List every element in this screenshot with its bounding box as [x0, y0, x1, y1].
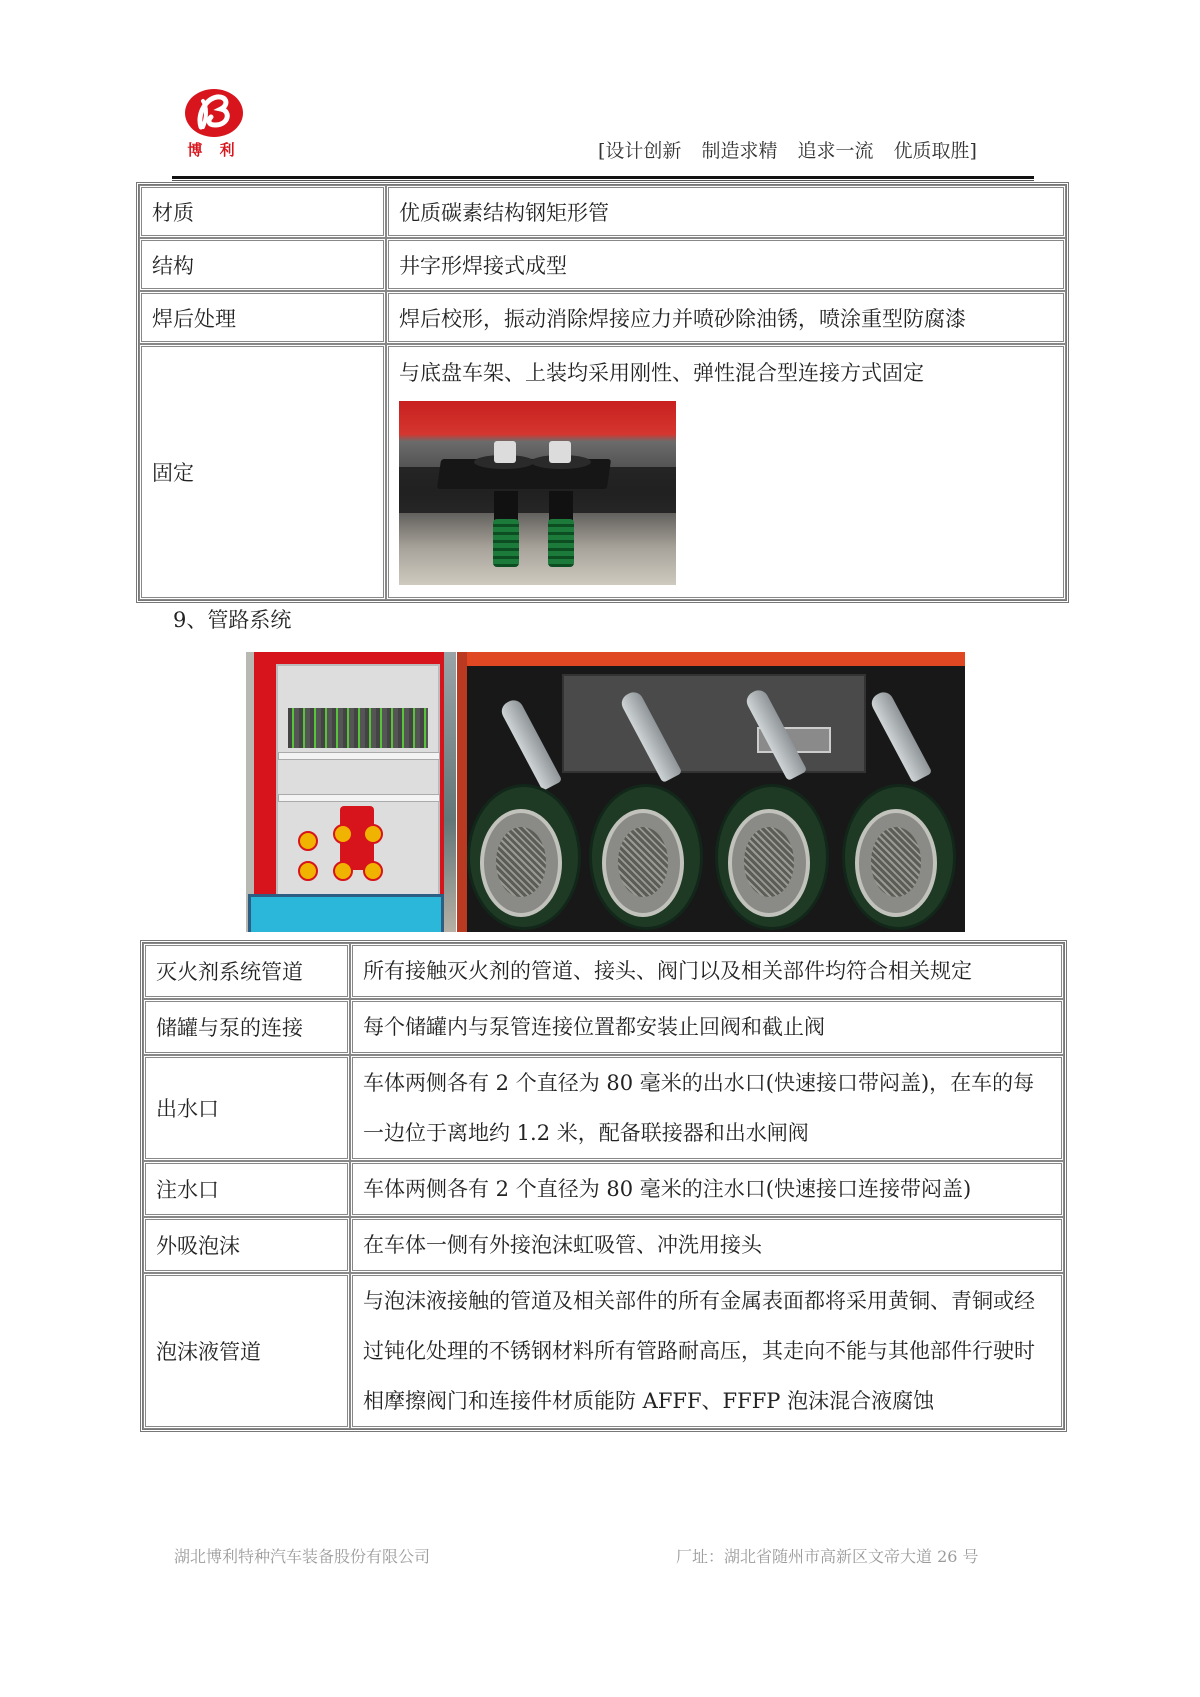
- photo-valve-handle: [498, 697, 562, 791]
- row-label: 储罐与泵的连接: [143, 999, 350, 1055]
- photo-valve: [298, 831, 318, 851]
- photo-valve: [333, 824, 353, 844]
- company-logo: [183, 87, 245, 163]
- photo-outlet: [589, 784, 703, 930]
- chassis-mount-photo: [399, 401, 676, 585]
- table-row: [143, 1273, 1064, 1429]
- row-label: 焊后处理: [139, 291, 386, 344]
- row-value: 优质碳素结构钢矩形管: [386, 185, 1066, 238]
- photo-valve-handle: [868, 689, 932, 783]
- row-value-with-image: [386, 344, 1066, 600]
- row-value-text: 与底盘车架、上装均采用刚性、弹性混合型连接方式固定: [399, 361, 924, 385]
- photo-valve: [363, 824, 383, 844]
- row-value: 车体两侧各有 2 个直径为 80 毫米的注水口(快速接口连接带闷盖): [350, 1161, 1064, 1217]
- photo-outlet-mesh: [618, 827, 668, 897]
- photo-side-frame: [457, 652, 467, 932]
- photo-outlet: [715, 784, 829, 930]
- photo-panel: [562, 674, 866, 773]
- photo-cap: [549, 441, 571, 463]
- table-row: [143, 1055, 1064, 1161]
- photo-outlet-ring: [602, 809, 684, 917]
- row-label: 泡沫液管道: [143, 1273, 350, 1429]
- photo-outlet-mesh: [871, 827, 921, 897]
- row-label: 材质: [139, 185, 386, 238]
- table-row: [143, 1217, 1064, 1273]
- row-label: 固定: [139, 344, 386, 600]
- frame-spec-table: [136, 182, 1069, 603]
- table-row: [139, 185, 1066, 238]
- photo-valve: [298, 861, 318, 881]
- photo-shelf: [278, 794, 440, 802]
- photo-outlet-mesh: [496, 827, 546, 897]
- photo-valve: [363, 861, 383, 881]
- table-row: [139, 238, 1066, 291]
- logo-text: 博 利: [187, 141, 241, 159]
- photo-outlet: [467, 784, 581, 930]
- photo-background: [444, 652, 456, 932]
- table-row: [139, 344, 1066, 600]
- photo-outlet-ring: [480, 809, 562, 917]
- table-row: [143, 1161, 1064, 1217]
- footer-company: 湖北博利特种汽车装备股份有限公司: [174, 1547, 431, 1566]
- photo-outlet-mesh: [744, 827, 794, 897]
- row-value: 所有接触灭火剂的管道、接头、阀门以及相关部件均符合相关规定: [350, 943, 1064, 999]
- pipe-spec-table: [140, 940, 1067, 1432]
- photo-spring: [548, 519, 574, 567]
- photo-shelf: [278, 752, 440, 760]
- photo-top-frame: [457, 652, 965, 666]
- photo-cap: [494, 441, 516, 463]
- table-row: [139, 291, 1066, 344]
- photo-outlet-ring: [855, 809, 937, 917]
- pump-compartment-photo: [246, 652, 456, 932]
- row-value: 井字形焊接式成型: [386, 238, 1066, 291]
- row-value: 在车体一侧有外接泡沫虹吸管、冲洗用接头: [350, 1217, 1064, 1273]
- row-label: 出水口: [143, 1055, 350, 1161]
- photo-outlet-ring: [728, 809, 810, 917]
- logo-icon: [183, 87, 245, 139]
- company-slogan: [设计创新 制造求精 追求一流 优质取胜]: [598, 140, 977, 162]
- row-value: 焊后校形，振动消除焊接应力并喷砂除油锈，喷涂重型防腐漆: [386, 291, 1066, 344]
- photo-spring: [493, 519, 519, 567]
- section-title: 9、管路系统: [173, 608, 292, 632]
- row-label: 灭火剂系统管道: [143, 943, 350, 999]
- row-value: 每个储罐内与泵管连接位置都安装止回阀和截止阀: [350, 999, 1064, 1055]
- photo-hoses: [288, 708, 428, 748]
- row-label: 外吸泡沫: [143, 1217, 350, 1273]
- photo-valve: [333, 861, 353, 881]
- photo-truck-body: [254, 652, 444, 927]
- row-label: 结构: [139, 238, 386, 291]
- row-label: 注水口: [143, 1161, 350, 1217]
- photo-compartment: [276, 664, 440, 903]
- row-value: 车体两侧各有 2 个直径为 80 毫米的出水口(快速接口带闷盖)，在车的每一边位于离地约 1.2 米，配备联接器和出水闸阀: [350, 1055, 1064, 1161]
- row-value: 与泡沫液接触的管道及相关部件的所有金属表面都将采用黄铜、青铜或经过钝化处理的不锈钢材料所有管路耐高压，其走向不能与其他部件行驶时相摩擦阀门和连接件材质能防 AFFF、FFFP 泡沫混合液腐蚀: [350, 1273, 1064, 1429]
- table-row: [143, 999, 1064, 1055]
- outlet-valves-photo: [457, 652, 965, 932]
- footer-address: 厂址：湖北省随州市高新区文帝大道 26 号: [676, 1547, 979, 1566]
- photo-step: [248, 894, 444, 932]
- table-row: [143, 943, 1064, 999]
- header-divider: [172, 176, 1034, 181]
- photo-outlet: [842, 784, 956, 930]
